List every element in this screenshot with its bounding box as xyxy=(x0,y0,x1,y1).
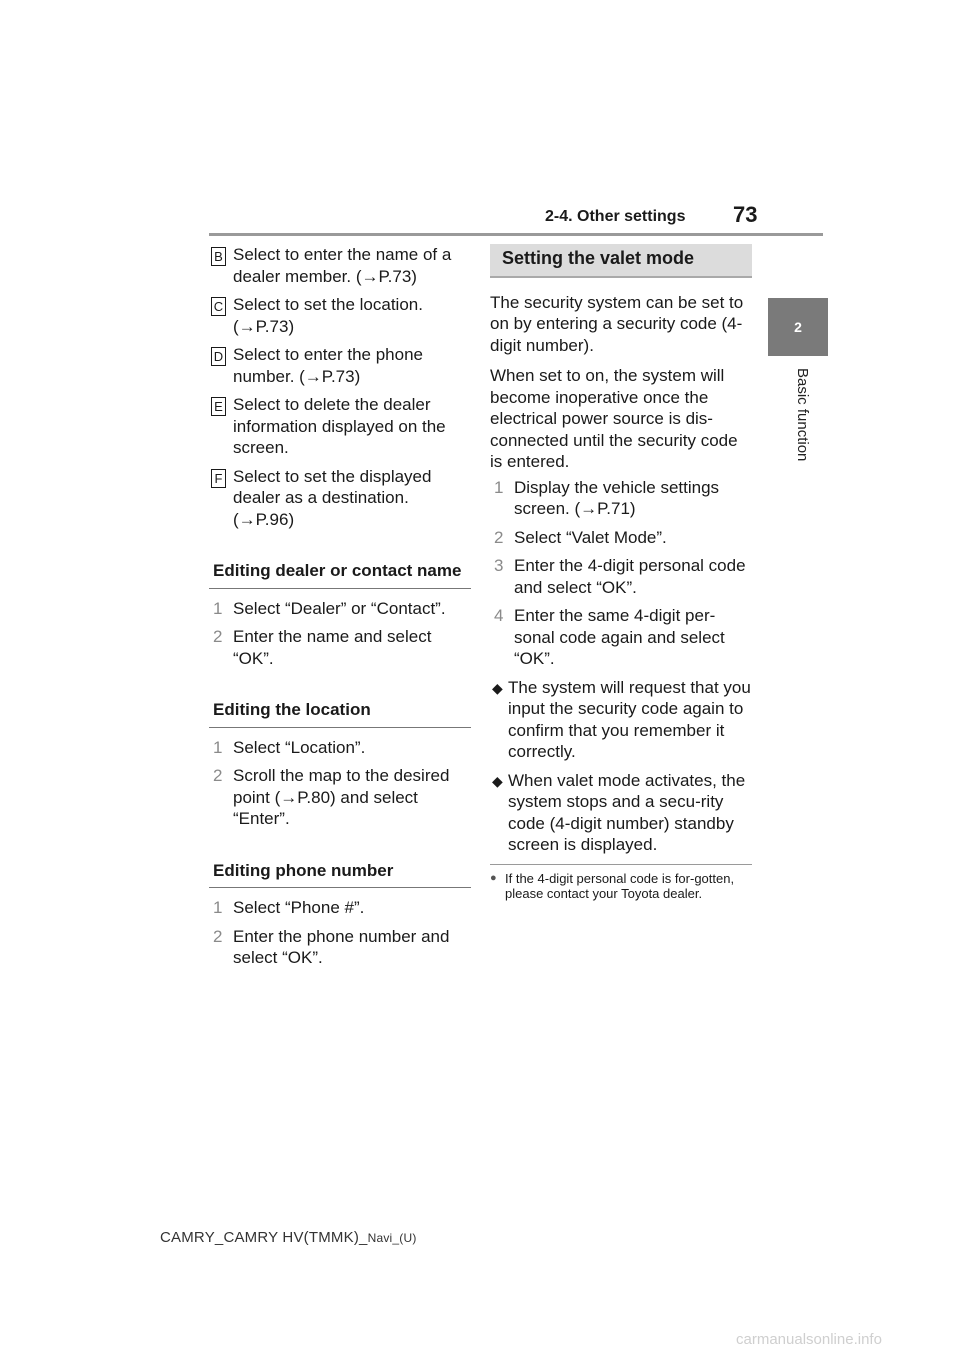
chapter-label: Basic function xyxy=(794,368,811,462)
step-item xyxy=(209,897,471,919)
ref-text-f: Select to set the displayed dealer as a destination. (→P.96) xyxy=(233,466,432,529)
step-text: Enter the phone number and select “OK”. xyxy=(233,926,450,967)
step-text: Enter the 4-digit personal code and select “OK”. xyxy=(514,556,746,597)
note xyxy=(490,871,752,902)
ref-text-e: Select to delete the dealer information displayed on the screen. xyxy=(233,395,446,457)
step-text: Display the vehicle settings screen. (→P.71) xyxy=(514,477,720,518)
diamond-bullet-icon: ◆ xyxy=(492,772,503,789)
step-item xyxy=(209,765,471,830)
step-item xyxy=(490,477,752,520)
right-column xyxy=(490,244,752,902)
step-item xyxy=(490,605,752,670)
step-number: 1 xyxy=(213,898,223,917)
step-item xyxy=(209,626,471,669)
ref-badge-d: D xyxy=(211,347,226,366)
ref-text-b: Select to enter the name of a dealer member. (→P.73) xyxy=(233,245,452,286)
ref-text-c: Select to set the location. (→P.73) xyxy=(233,295,423,336)
step-text: Scroll the map to the desired point (→P.80) and select “Enter”. xyxy=(233,766,450,828)
bullet-item xyxy=(490,770,752,856)
ref-badge-e: E xyxy=(211,397,226,416)
ref-item-f xyxy=(209,466,471,531)
note-circle-icon: ● xyxy=(490,871,497,884)
step-text: Select “Phone #”. xyxy=(233,898,365,917)
ref-badge-b: B xyxy=(211,247,226,266)
subheading-editing-name: Editing dealer or contact name xyxy=(209,560,471,589)
step-number: 2 xyxy=(213,926,223,946)
detail-paragraph: When set to on, the system will become inoperative once the electrical power source is dis-connected until the security code is entered. xyxy=(490,366,738,471)
step-number: 1 xyxy=(213,598,223,618)
step-number: 2 xyxy=(494,527,504,547)
ref-badge-c: C xyxy=(211,297,226,316)
footer-nav: Navi_(U) xyxy=(367,1231,417,1245)
section-heading-valet-mode: Setting the valet mode xyxy=(490,244,752,278)
step-number: 2 xyxy=(213,627,223,646)
note-rule xyxy=(490,864,752,865)
step-item xyxy=(209,598,471,620)
step-number: 1 xyxy=(213,737,223,757)
ref-badge-f: F xyxy=(211,469,226,488)
step-number: 2 xyxy=(213,766,223,785)
subheading-editing-location: Editing the location xyxy=(209,699,471,728)
step-number: 1 xyxy=(494,477,504,497)
ref-item-e xyxy=(209,394,471,459)
intro-paragraph: The security system can be set to on by entering a security code (4-digit number). xyxy=(490,292,744,355)
step-item xyxy=(209,926,471,969)
ref-text-d: Select to enter the phone number. (→P.73) xyxy=(233,345,423,386)
ref-item-b xyxy=(209,244,471,287)
step-item xyxy=(209,737,471,759)
step-text: Select “Valet Mode”. xyxy=(514,527,667,547)
ref-item-c xyxy=(209,294,471,337)
step-number: 3 xyxy=(494,556,504,575)
step-item xyxy=(490,555,752,598)
step-text: Enter the name and select “OK”. xyxy=(233,627,432,668)
step-text: Select “Dealer” or “Contact”. xyxy=(233,598,446,618)
header-rule xyxy=(209,233,823,236)
bullet-text: When valet mode activates, the system stops and a secu-rity code (4-digit number) standby screen is displayed. xyxy=(508,770,746,854)
diamond-bullet-icon: ◆ xyxy=(492,679,503,696)
step-text: Enter the same 4-digit per-sonal code again and select “OK”. xyxy=(514,606,725,668)
watermark: carmanualsonline.info xyxy=(736,1331,882,1348)
step-item xyxy=(490,527,752,549)
section-title: 2-4. Other settings xyxy=(545,208,686,225)
step-number: 4 xyxy=(494,606,504,625)
bullet-text: The system will request that you input the security code again to confirm that you remember it correctly. xyxy=(508,677,751,761)
ref-item-d xyxy=(209,344,471,387)
page-number: 73 xyxy=(733,202,758,227)
left-column xyxy=(209,244,471,976)
note-text: If the 4-digit personal code is for-gotten, please contact your Toyota dealer. xyxy=(505,870,735,901)
step-text: Select “Location”. xyxy=(233,737,366,757)
chapter-tab: 2 xyxy=(768,298,828,356)
subheading-editing-phone: Editing phone number xyxy=(209,860,471,889)
footer-model-name: CAMRY_CAMRY HV(TMMK)_ xyxy=(160,1229,368,1246)
footer-model xyxy=(160,1229,417,1246)
bullet-item xyxy=(490,677,752,763)
